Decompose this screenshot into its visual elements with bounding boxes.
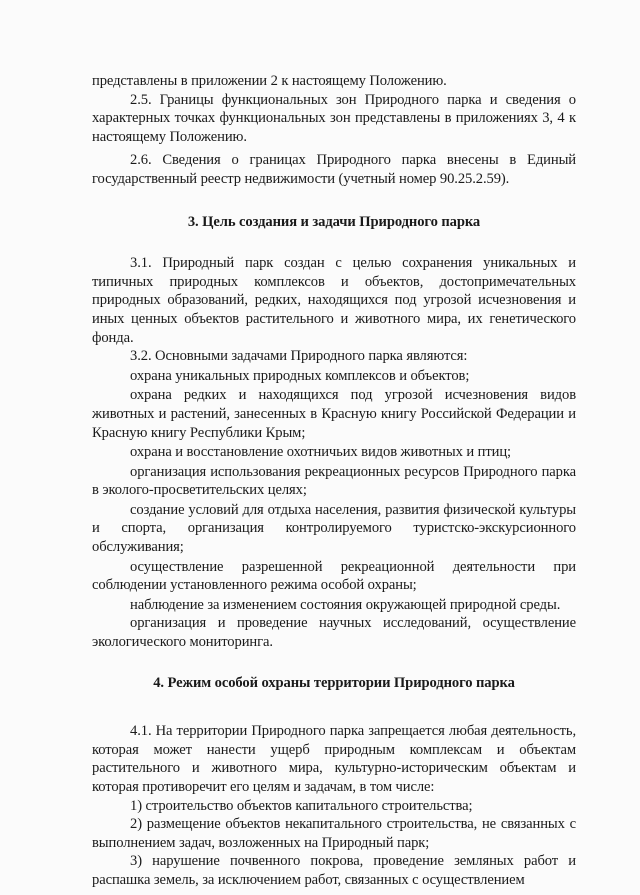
task-item: наблюдение за изменением состояния окружающей природной среды. (130, 596, 561, 613)
task-item: создание условий для отдыха населения, развития физической культуры и спорта, организация контролируемого туристско-экскурсионного обслуживания; (92, 501, 576, 556)
section-3-heading: 3. Цель создания и задачи Природного парка (187, 213, 481, 230)
task-item: осуществление разрешенной рекреационной деятельности при соблюдении установленного режима особой охраны; (92, 558, 576, 594)
task-item: организация использования рекреационных ресурсов Природного парка в эколого-просветительских целях; (92, 463, 576, 499)
prohibition-item: 3) нарушение почвенного покрова, проведение земляных работ и распашка земель, за исключением работ, связанных с осуществлением (92, 853, 576, 888)
paragraph-intro-continuation: представлены в приложении 2 к настоящему Положению. (92, 73, 447, 89)
paragraph-4-1: 4.1. На территории Природного парка запрещается любая деятельность, которая может нанести ущерб природным комплексам и объектам растительного и животного мира, культурно-историческим объектам и которая противоречит его целям и задачам, в том числе: (92, 723, 576, 795)
paragraph-3-2: 3.2. Основными задачами Природного парка являются: (130, 348, 468, 365)
paragraph-2-5: 2.5. Границы функциональных зон Природного парка и сведения о характерных точках функциональных зон представлены в приложениях 3, 4 к настоящему Положению. (92, 91, 576, 145)
document-body (92, 72, 576, 890)
prohibition-item: 1) строительство объектов капитального строительства; (130, 797, 473, 814)
prohibition-item: 2) размещение объектов некапитального строительства, не связанных с выполнением задач, возложенных на Природный парк; (92, 816, 576, 851)
task-item: охрана уникальных природных комплексов и объектов; (130, 367, 470, 384)
section-4-heading: 4. Режим особой охраны территории Природного парка (153, 674, 515, 691)
paragraph-3-1: 3.1. Природный парк создан с целью сохранения уникальных и типичных природных комплексов и объектов, достопримечательных природных образований, редких, находящихся под угрозой исчезновения и иных ценных объектов растительного и животного мира, их генетического фонда. (92, 255, 576, 346)
paragraph-2-6: 2.6. Сведения о границах Природного парка внесены в Единый государственный реестр недвижимости (учетный номер 90.25.2.59). (92, 152, 576, 187)
task-item: охрана и восстановление охотничьих видов животных и птиц; (130, 444, 511, 461)
task-item: организация и проведение научных исследований, осуществление экологического мониторинга. (92, 615, 576, 651)
task-item: охрана редких и находящихся под угрозой исчезновения видов животных и растений, занесенных в Красную книгу Российской Федерации и Красную книгу Республики Крым; (92, 387, 576, 441)
